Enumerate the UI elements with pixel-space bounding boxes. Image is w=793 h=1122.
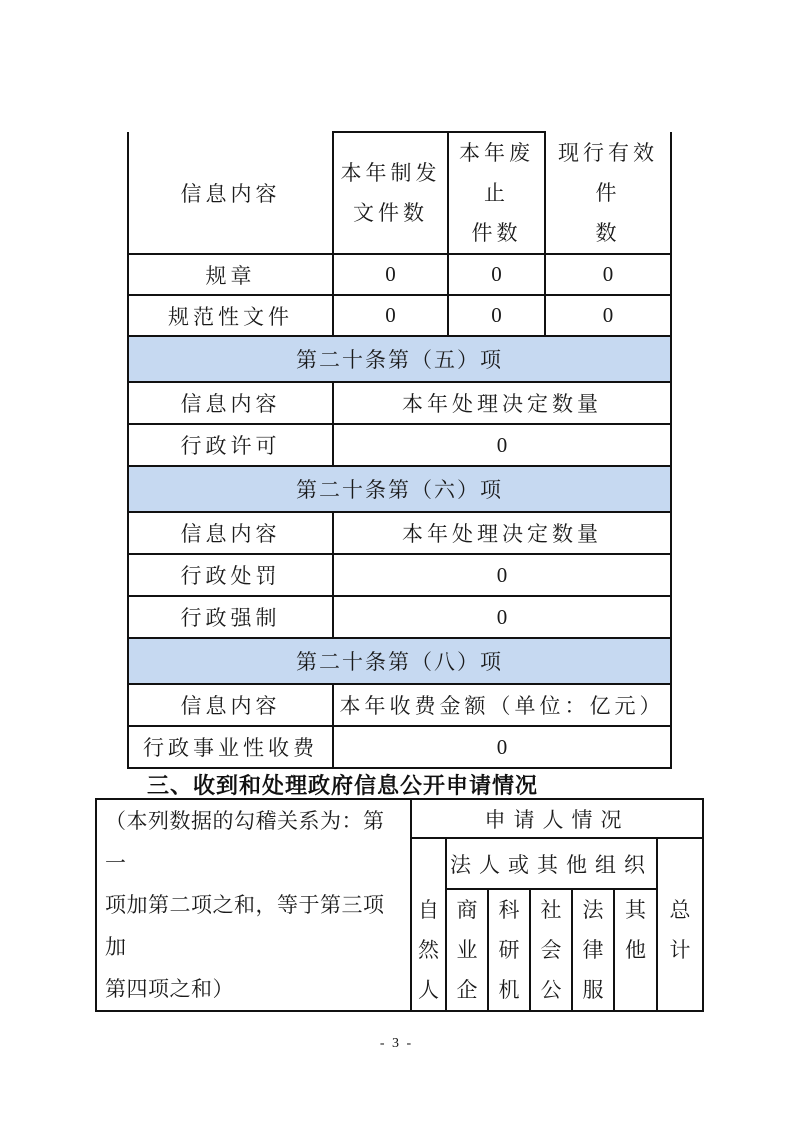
vertical-char: 公 (540, 978, 562, 1002)
row-value: 0 (448, 254, 545, 295)
header-valid-line1: 现行有效件 (558, 140, 658, 205)
page-number: - 3 - (379, 1036, 414, 1051)
table-row-administrative-coercion (128, 596, 671, 638)
row-label: 行政处罚 (128, 554, 333, 596)
note-line3: 第四项之和） (105, 977, 234, 1001)
section-banner-row (128, 336, 671, 382)
section-banner-article20-item5: 第二十条第（五）项 (128, 336, 671, 382)
header-abolished-line1: 本年废止 (459, 141, 534, 205)
table-row-regulations (128, 254, 671, 295)
vertical-char: 业 (456, 938, 478, 962)
column-natural-person (411, 838, 446, 1011)
row-value: 0 (448, 295, 545, 336)
vertical-char: 机 (498, 978, 520, 1002)
row-value: 0 (545, 295, 671, 336)
column-research-institution (488, 889, 530, 1011)
applications-table (95, 798, 704, 1012)
column-legal-service (572, 889, 614, 1011)
header-abolished-count (448, 132, 545, 254)
section-header-label: 信息内容 (128, 512, 333, 554)
section-header-row (128, 382, 671, 424)
row-label: 规章 (128, 254, 333, 295)
row-value: 0 (333, 726, 671, 768)
section-header-row (128, 512, 671, 554)
header-abolished-line2: 件数 (471, 221, 522, 245)
vertical-char (615, 970, 656, 1010)
vertical-char: 然 (418, 938, 439, 962)
note-line1: （本列数据的勾稽关系为：第一 (105, 809, 385, 875)
column-total (657, 838, 703, 1011)
vertical-char: 自 (418, 898, 439, 922)
vertical-char: 人 (418, 978, 439, 1002)
applicant-situation-header: 申请人情况 (411, 799, 703, 838)
table-row-administrative-fees (128, 726, 671, 768)
row-label: 行政事业性收费 (128, 726, 333, 768)
vertical-char: 其 (625, 898, 646, 922)
vertical-char: 社 (540, 898, 562, 922)
section-banner-article20-item6: 第二十条第（六）项 (128, 466, 671, 512)
table-row-administrative-penalty (128, 554, 671, 596)
column-social-organization (530, 889, 572, 1011)
statistics-table (127, 131, 672, 769)
row-value: 0 (545, 254, 671, 295)
header-valid-line2: 数 (595, 220, 621, 245)
section-banner-article20-item8: 第二十条第（八）项 (128, 638, 671, 684)
table-row-administrative-license (128, 424, 671, 466)
vertical-char: 商 (456, 898, 478, 922)
vertical-char: 法 (582, 898, 604, 922)
row-value: 0 (333, 424, 671, 466)
section-header-value: 本年收费金额（单位：亿元） (333, 684, 671, 726)
row-value: 0 (333, 254, 448, 295)
vertical-char: 他 (625, 938, 646, 962)
row-value: 0 (333, 596, 671, 638)
vertical-char: 服 (582, 978, 604, 1002)
vertical-char: 律 (582, 938, 604, 962)
header-issued-line1: 本年制发 (340, 161, 441, 185)
row-label: 规范性文件 (128, 295, 333, 336)
section-header-row (128, 684, 671, 726)
legal-entity-group-header: 法人或其他组织 (446, 838, 657, 889)
row-label: 行政许可 (128, 424, 333, 466)
row-label: 行政强制 (128, 596, 333, 638)
vertical-char: 会 (540, 938, 562, 962)
column-commercial-enterprise (446, 889, 488, 1011)
vertical-char: 计 (669, 938, 691, 962)
header-valid-count (545, 132, 671, 254)
vertical-char: 企 (456, 978, 478, 1002)
row-value: 0 (333, 554, 671, 596)
vertical-char: 总 (669, 898, 691, 922)
table-row-normative-documents (128, 295, 671, 336)
section-banner-row (128, 638, 671, 684)
section-header-label: 信息内容 (128, 382, 333, 424)
vertical-char (658, 970, 702, 1010)
vertical-char: 研 (498, 938, 520, 962)
section-header-value: 本年处理决定数量 (333, 512, 671, 554)
header-issued-count (333, 132, 448, 254)
section-banner-row (128, 466, 671, 512)
header-issued-line2: 文件数 (353, 201, 428, 225)
reconciliation-note (96, 799, 411, 1011)
column-other (614, 889, 657, 1011)
note-line2: 项加第二项之和，等于第三项加 (105, 893, 385, 959)
section-header-value: 本年处理决定数量 (333, 382, 671, 424)
row-value: 0 (333, 295, 448, 336)
section-heading: 三、收到和处理政府信息公开申请情况 (147, 773, 539, 798)
vertical-char: 科 (498, 898, 520, 922)
header-info-content: 信息内容 (128, 132, 333, 254)
table-header-row (128, 132, 671, 254)
section-header-label: 信息内容 (128, 684, 333, 726)
